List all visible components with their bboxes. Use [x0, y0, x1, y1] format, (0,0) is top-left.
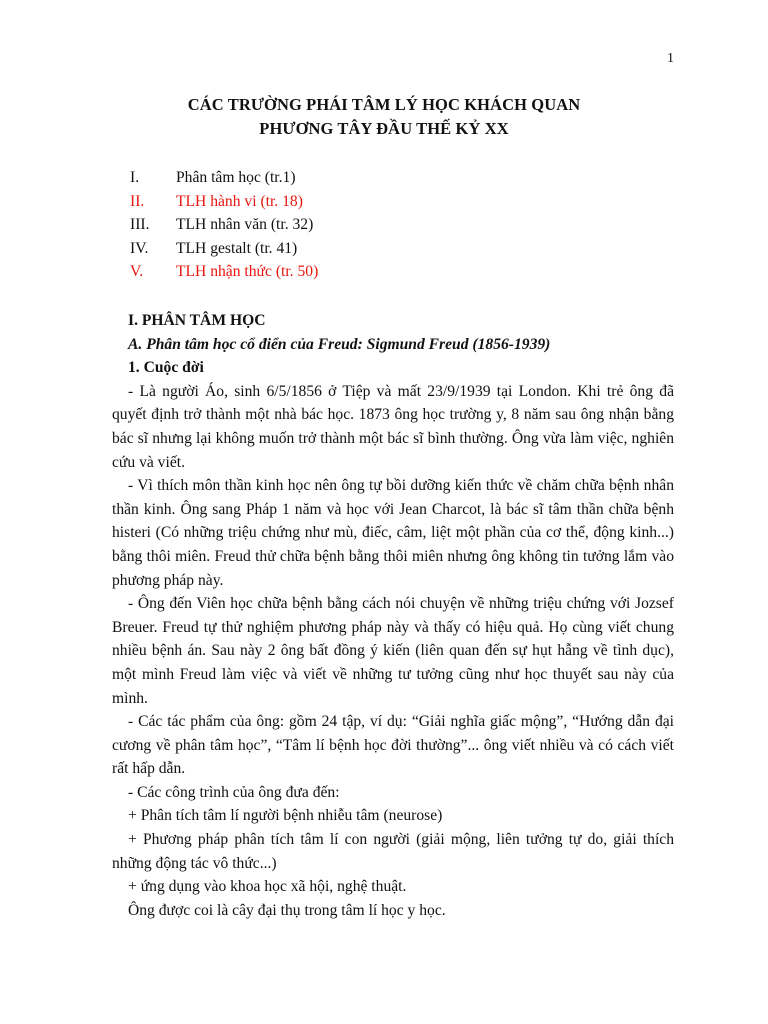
paragraph-vienna: - Ông đến Viên học chữa bệnh bằng cách nói chuyện về những triệu chứng với Jozsef Breuer. Freud tự thử nghiệm phương pháp này và thấy có hiệu quả. Họ cùng viết chung nhiều bệnh án. Sau này 2 ông bất đồng ý kiến (liên quan đến sự hụt hẫng về tình dục), một mình Freud làm việc và viết về những tư tưởng cũng như học thuyết sau này của mình. — [112, 595, 674, 707]
toc-item-label: TLH hành vi (tr. 18) — [176, 192, 303, 210]
main-content — [112, 309, 674, 922]
toc-item-number: V. — [130, 263, 144, 280]
document-title — [0, 93, 768, 141]
toc-item-1 — [130, 166, 318, 190]
paragraph-contribution-2: + Phương pháp phân tích tâm lí con người (giải mộng, liên tưởng tự do, giải thích những động tác vô thức...) — [112, 831, 674, 872]
paragraph-contribution-1: + Phân tích tâm lí người bệnh nhiễu tâm (neurose) — [128, 807, 443, 825]
toc-item-label: TLH nhân văn (tr. 32) — [176, 216, 314, 233]
toc-item-number: III. — [130, 216, 150, 233]
toc-item-3 — [130, 213, 318, 237]
toc-item-label: TLH gestalt (tr. 41) — [176, 239, 298, 257]
page-number: 1 — [667, 51, 674, 66]
subsection-heading: 1. Cuộc đời — [128, 359, 204, 377]
toc-item-number: IV. — [130, 239, 149, 257]
paragraph-neurology: - Vì thích môn thần kinh học nên ông tự bồi dưỡng kiến thức về chăm chữa bệnh nhân thần kinh. Ông sang Pháp 1 năm và học với Jean Charcot, là bác sĩ tâm thần chữa bệnh histeri (Có những triệu chứng như mù, điếc, câm, liệt một phần của cơ thể, động kinh...) bằng thôi miên. Freud thử chữa bệnh bằng thôi miên nhưng ông không tin tưởng lắm vào phương pháp này. — [112, 477, 674, 589]
section-heading: I. PHÂN TÂM HỌC — [128, 312, 266, 329]
paragraph-works: - Các tác phẩm của ông: gồm 24 tập, ví dụ: “Giải nghĩa giấc mộng”, “Hướng dẫn đại cương về phân tâm học”, “Tâm lí bệnh học đời thường”... ông viết nhiều và có cách viết rất hấp dẫn. — [112, 713, 674, 778]
toc-item-5 — [130, 260, 318, 284]
toc-item-2 — [130, 190, 318, 214]
paragraph-contributions-intro: - Các công trình của ông đưa đến: — [128, 783, 340, 801]
toc-item-4 — [130, 237, 318, 261]
paragraph-contribution-3: + ứng dụng vào khoa học xã hội, nghệ thuật. — [128, 878, 407, 896]
toc-item-label: TLH nhận thức (tr. 50) — [176, 263, 319, 280]
table-of-contents — [130, 166, 318, 284]
title-line-2: PHƯƠNG TÂY ĐẦU THẾ KỶ XX — [259, 119, 509, 138]
toc-item-number: II. — [130, 192, 145, 210]
toc-item-number: I. — [130, 169, 140, 186]
toc-item-label: Phân tâm học (tr.1) — [176, 169, 296, 186]
paragraph-biography: - Là người Áo, sinh 6/5/1856 ở Tiệp và mất 23/9/1939 tại London. Khi trẻ ông đã quyết định trở thành một nhà bác học. 1873 ông học trường y, 8 năm sau ông nhận bằng bác sĩ nhưng lại không muốn trở thành một bác sĩ bình thường. Ông vừa làm việc, nghiên cứu và viết. — [112, 382, 674, 471]
section-subheading: A. Phân tâm học cổ điển của Freud: Sigmund Freud (1856-1939) — [128, 335, 551, 353]
title-line-1: CÁC TRƯỜNG PHÁI TÂM LÝ HỌC KHÁCH QUAN — [187, 95, 581, 114]
paragraph-conclusion: Ông được coi là cây đại thụ trong tâm lí học y học. — [128, 901, 446, 919]
